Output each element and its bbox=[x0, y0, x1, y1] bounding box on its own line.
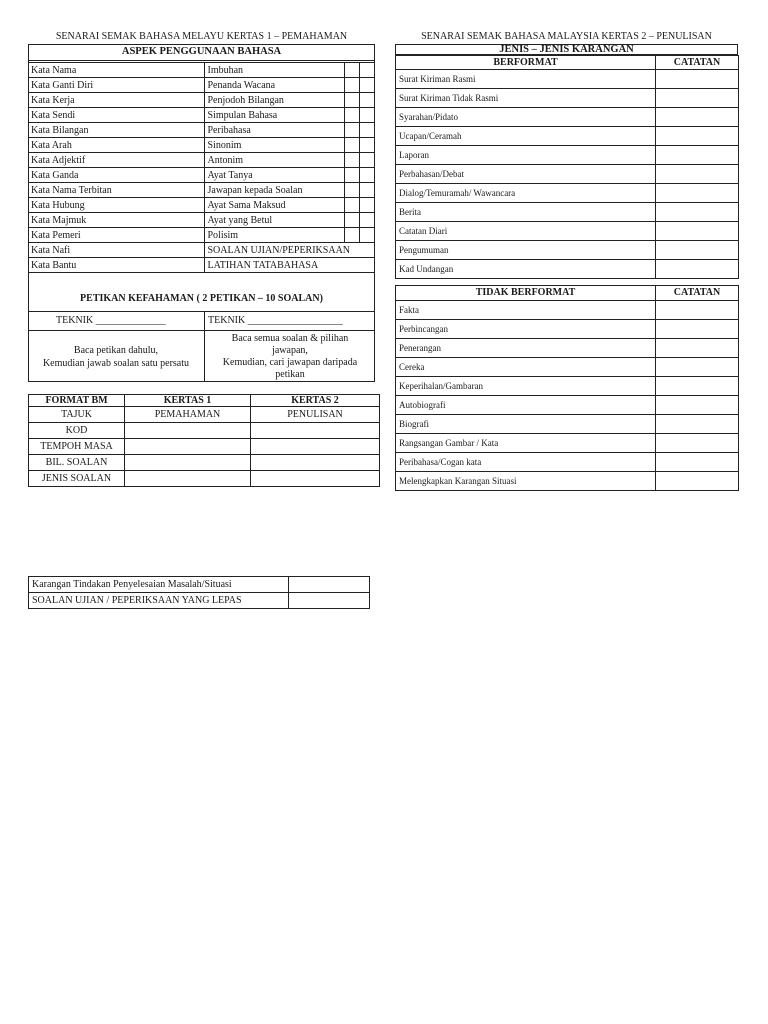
tidak-row bbox=[396, 472, 739, 491]
format-cell[interactable] bbox=[251, 471, 380, 487]
check-box[interactable] bbox=[359, 78, 375, 93]
check-box[interactable] bbox=[359, 138, 375, 153]
catatan-cell[interactable] bbox=[656, 339, 739, 358]
aspek-item: Ayat yang Betul bbox=[204, 213, 344, 228]
catatan-cell[interactable] bbox=[656, 108, 739, 127]
aspek-row bbox=[28, 213, 375, 228]
catatan-cell[interactable] bbox=[656, 358, 739, 377]
check-box[interactable] bbox=[344, 93, 359, 108]
check-box[interactable] bbox=[359, 213, 375, 228]
extra-item: SOALAN UJIAN / PEPERIKSAAN YANG LEPAS bbox=[29, 593, 289, 609]
format-label: JENIS SOALAN bbox=[29, 471, 125, 487]
format-row bbox=[29, 423, 380, 439]
aspek-row bbox=[28, 198, 375, 213]
tidak-item: Keperihalan/Gambaran bbox=[396, 377, 656, 396]
format-row bbox=[29, 407, 380, 423]
catatan-cell[interactable] bbox=[656, 222, 739, 241]
berformat-row bbox=[396, 89, 739, 108]
berformat-item: Pengumuman bbox=[396, 241, 656, 260]
check-box[interactable] bbox=[359, 183, 375, 198]
catatan-cell[interactable] bbox=[656, 127, 739, 146]
teknik-right-text bbox=[206, 333, 374, 381]
format-label: TEMPOH MASA bbox=[29, 439, 125, 455]
tidak-item: Penerangan bbox=[396, 339, 656, 358]
berformat-item: Syarahan/Pidato bbox=[396, 108, 656, 127]
berformat-row bbox=[396, 70, 739, 89]
teknik-left-line: Kemudian jawab soalan satu persatu bbox=[42, 358, 190, 369]
format-header: KERTAS 2 bbox=[251, 395, 380, 407]
berformat-item: Laporan bbox=[396, 146, 656, 165]
aspek-heading: ASPEK PENGGUNAAN BAHASA bbox=[29, 45, 374, 61]
berformat-row bbox=[396, 260, 739, 279]
berformat-row bbox=[396, 203, 739, 222]
aspek-item: Kata Ganda bbox=[28, 168, 204, 183]
check-box[interactable] bbox=[359, 63, 375, 78]
catatan-cell[interactable] bbox=[656, 396, 739, 415]
aspek-row bbox=[28, 243, 375, 258]
catatan-cell[interactable] bbox=[656, 146, 739, 165]
format-header: FORMAT BM bbox=[29, 395, 125, 407]
right-title: SENARAI SEMAK BAHASA MALAYSIA KERTAS 2 – PENULISAN bbox=[421, 31, 712, 42]
tidak-row bbox=[396, 453, 739, 472]
tidak-row bbox=[396, 396, 739, 415]
format-cell[interactable] bbox=[125, 423, 251, 439]
aspek-table bbox=[28, 62, 375, 273]
aspek-row bbox=[28, 168, 375, 183]
aspek-row bbox=[28, 183, 375, 198]
teknik-divider bbox=[204, 311, 205, 382]
berformat-item: Surat Kiriman Rasmi bbox=[396, 70, 656, 89]
tidak-row bbox=[396, 339, 739, 358]
check-box[interactable] bbox=[344, 228, 359, 243]
tidak-row bbox=[396, 358, 739, 377]
aspek-item: Peribahasa bbox=[204, 123, 344, 138]
aspek-item: Jawapan kepada Soalan bbox=[204, 183, 344, 198]
catatan-cell[interactable] bbox=[656, 260, 739, 279]
aspek-item: SOALAN UJIAN/PEPERIKSAAN bbox=[204, 243, 375, 258]
berformat-row bbox=[396, 127, 739, 146]
check-box[interactable] bbox=[344, 153, 359, 168]
berformat-table bbox=[395, 55, 739, 279]
aspek-item: Ayat Sama Maksud bbox=[204, 198, 344, 213]
aspek-item: Kata Hubung bbox=[28, 198, 204, 213]
tidak-row bbox=[396, 301, 739, 320]
berformat-item: Dialog/Temuramah/ Wawancara bbox=[396, 184, 656, 203]
left-title: SENARAI SEMAK BAHASA MELAYU KERTAS 1 – PEMAHAMAN bbox=[55, 31, 348, 42]
check-box[interactable] bbox=[359, 108, 375, 123]
catatan-heading: CATATAN bbox=[656, 56, 739, 70]
tidak-row bbox=[396, 434, 739, 453]
aspek-item: Antonim bbox=[204, 153, 344, 168]
berformat-row bbox=[396, 108, 739, 127]
aspek-item: Kata Nama Terbitan bbox=[28, 183, 204, 198]
berformat-item: Catatan Diari bbox=[396, 222, 656, 241]
aspek-rows bbox=[28, 63, 375, 273]
aspek-item: Kata Nama bbox=[28, 63, 204, 78]
aspek-row bbox=[28, 153, 375, 168]
berformat-row bbox=[396, 146, 739, 165]
tidak-header-row bbox=[396, 286, 739, 301]
petikan-title: PETIKAN KEFAHAMAN ( 2 PETIKAN – 10 SOALAN) bbox=[80, 293, 323, 304]
berformat-item: Perbahasan/Debat bbox=[396, 165, 656, 184]
format-row bbox=[29, 471, 380, 487]
format-label: TAJUK bbox=[29, 407, 125, 423]
teknik-left-text bbox=[29, 344, 203, 370]
teknik-right-label: TEKNIK ___________________ bbox=[208, 315, 343, 326]
format-bm-table bbox=[28, 394, 380, 487]
check-box[interactable] bbox=[344, 213, 359, 228]
check-box[interactable] bbox=[344, 138, 359, 153]
berformat-heading: BERFORMAT bbox=[396, 56, 656, 70]
catatan-cell[interactable] bbox=[656, 472, 739, 491]
tidak-berformat-table bbox=[395, 285, 739, 491]
check-box[interactable] bbox=[344, 123, 359, 138]
tidak-item: Rangsangan Gambar / Kata bbox=[396, 434, 656, 453]
aspek-row bbox=[28, 93, 375, 108]
format-cell[interactable] bbox=[251, 455, 380, 471]
berformat-row bbox=[396, 241, 739, 260]
check-box[interactable] bbox=[344, 63, 359, 78]
aspek-item: Sinonim bbox=[204, 138, 344, 153]
tidak-item: Biografi bbox=[396, 415, 656, 434]
aspek-item: Kata Arah bbox=[28, 138, 204, 153]
aspek-item: Kata Kerja bbox=[28, 93, 204, 108]
catatan-cell[interactable] bbox=[656, 434, 739, 453]
format-cell[interactable] bbox=[251, 423, 380, 439]
catatan-cell[interactable] bbox=[656, 320, 739, 339]
extra-note-cell[interactable] bbox=[289, 577, 370, 593]
tidak-item: Fakta bbox=[396, 301, 656, 320]
aspek-item: Polisim bbox=[204, 228, 344, 243]
aspek-item: Kata Sendi bbox=[28, 108, 204, 123]
berformat-item: Kad Undangan bbox=[396, 260, 656, 279]
check-box[interactable] bbox=[359, 93, 375, 108]
aspek-row bbox=[28, 258, 375, 273]
berformat-item: Surat Kiriman Tidak Rasmi bbox=[396, 89, 656, 108]
format-label: KOD bbox=[29, 423, 125, 439]
tidak-item: Melengkapkan Karangan Situasi bbox=[396, 472, 656, 491]
format-cell[interactable] bbox=[125, 471, 251, 487]
format-label: BIL. SOALAN bbox=[29, 455, 125, 471]
extra-item: Karangan Tindakan Penyelesaian Masalah/Situasi bbox=[29, 577, 289, 593]
aspek-row bbox=[28, 78, 375, 93]
catatan-cell[interactable] bbox=[656, 301, 739, 320]
check-box[interactable] bbox=[344, 78, 359, 93]
format-cell[interactable] bbox=[125, 455, 251, 471]
tidak-item: Autobiografi bbox=[396, 396, 656, 415]
format-cell[interactable] bbox=[251, 439, 380, 455]
aspek-row bbox=[28, 108, 375, 123]
berformat-row bbox=[396, 184, 739, 203]
check-box[interactable] bbox=[359, 198, 375, 213]
berformat-header-row bbox=[396, 56, 739, 70]
format-header-row bbox=[29, 395, 380, 407]
tidak-row bbox=[396, 320, 739, 339]
aspek-item: Simpulan Bahasa bbox=[204, 108, 344, 123]
catatan-cell[interactable] bbox=[656, 70, 739, 89]
aspek-item: Imbuhan bbox=[204, 63, 344, 78]
extra-row bbox=[29, 577, 370, 593]
aspek-item: Kata Nafi bbox=[28, 243, 204, 258]
catatan-heading: CATATAN bbox=[656, 286, 739, 301]
aspek-item: Penanda Wacana bbox=[204, 78, 344, 93]
teknik-left-label: TEKNIK ______________ bbox=[56, 315, 166, 326]
teknik-right-line: jawapan, bbox=[272, 345, 308, 356]
check-box[interactable] bbox=[344, 198, 359, 213]
teknik-right-line: Kemudian, cari jawapan daripada bbox=[222, 357, 358, 368]
aspek-item: Ayat Tanya bbox=[204, 168, 344, 183]
format-cell[interactable]: PEMAHAMAN bbox=[125, 407, 251, 423]
extra-row bbox=[29, 593, 370, 609]
aspek-item: Kata Ganti Diri bbox=[28, 78, 204, 93]
aspek-item: Kata Bilangan bbox=[28, 123, 204, 138]
extra-note-cell[interactable] bbox=[289, 593, 370, 609]
aspek-item: Penjodoh Bilangan bbox=[204, 93, 344, 108]
catatan-cell[interactable] bbox=[656, 415, 739, 434]
format-cell[interactable] bbox=[125, 439, 251, 455]
tidak-row bbox=[396, 377, 739, 396]
aspek-row bbox=[28, 138, 375, 153]
berformat-row bbox=[396, 222, 739, 241]
teknik-right-line: Baca semua soalan & pilihan bbox=[231, 333, 349, 344]
aspek-row bbox=[28, 228, 375, 243]
tidak-item: Peribahasa/Cogan kata bbox=[396, 453, 656, 472]
aspek-item: Kata Pemeri bbox=[28, 228, 204, 243]
check-box[interactable] bbox=[359, 123, 375, 138]
catatan-cell[interactable] bbox=[656, 184, 739, 203]
aspek-item: Kata Adjektif bbox=[28, 153, 204, 168]
tidak-item: Perbincangan bbox=[396, 320, 656, 339]
tidak-row bbox=[396, 415, 739, 434]
format-row bbox=[29, 455, 380, 471]
catatan-cell[interactable] bbox=[656, 165, 739, 184]
check-box[interactable] bbox=[359, 153, 375, 168]
teknik-right-line: petikan bbox=[275, 369, 305, 380]
berformat-row bbox=[396, 165, 739, 184]
jenis-karangan-heading: JENIS – JENIS KARANGAN bbox=[395, 44, 738, 55]
berformat-item: Ucapan/Ceramah bbox=[396, 127, 656, 146]
berformat-item: Berita bbox=[396, 203, 656, 222]
catatan-cell[interactable] bbox=[656, 89, 739, 108]
teknik-left-line: Baca petikan dahulu, bbox=[73, 345, 159, 356]
aspek-item: Kata Majmuk bbox=[28, 213, 204, 228]
aspek-row bbox=[28, 123, 375, 138]
format-row bbox=[29, 439, 380, 455]
catatan-cell[interactable] bbox=[656, 203, 739, 222]
aspek-item: Kata Bantu bbox=[28, 258, 204, 273]
teknik-row bbox=[28, 311, 375, 331]
format-cell[interactable]: PENULISAN bbox=[251, 407, 380, 423]
catatan-cell[interactable] bbox=[656, 377, 739, 396]
check-box[interactable] bbox=[359, 168, 375, 183]
aspek-item: LATIHAN TATABAHASA bbox=[204, 258, 375, 273]
check-box[interactable] bbox=[344, 168, 359, 183]
catatan-cell[interactable] bbox=[656, 241, 739, 260]
format-header: KERTAS 1 bbox=[125, 395, 251, 407]
tidak-item: Cereka bbox=[396, 358, 656, 377]
extra-table bbox=[28, 576, 370, 609]
tidak-berformat-heading: TIDAK BERFORMAT bbox=[396, 286, 656, 301]
check-box[interactable] bbox=[359, 228, 375, 243]
check-box[interactable] bbox=[344, 108, 359, 123]
catatan-cell[interactable] bbox=[656, 453, 739, 472]
check-box[interactable] bbox=[344, 183, 359, 198]
aspek-row bbox=[28, 63, 375, 78]
